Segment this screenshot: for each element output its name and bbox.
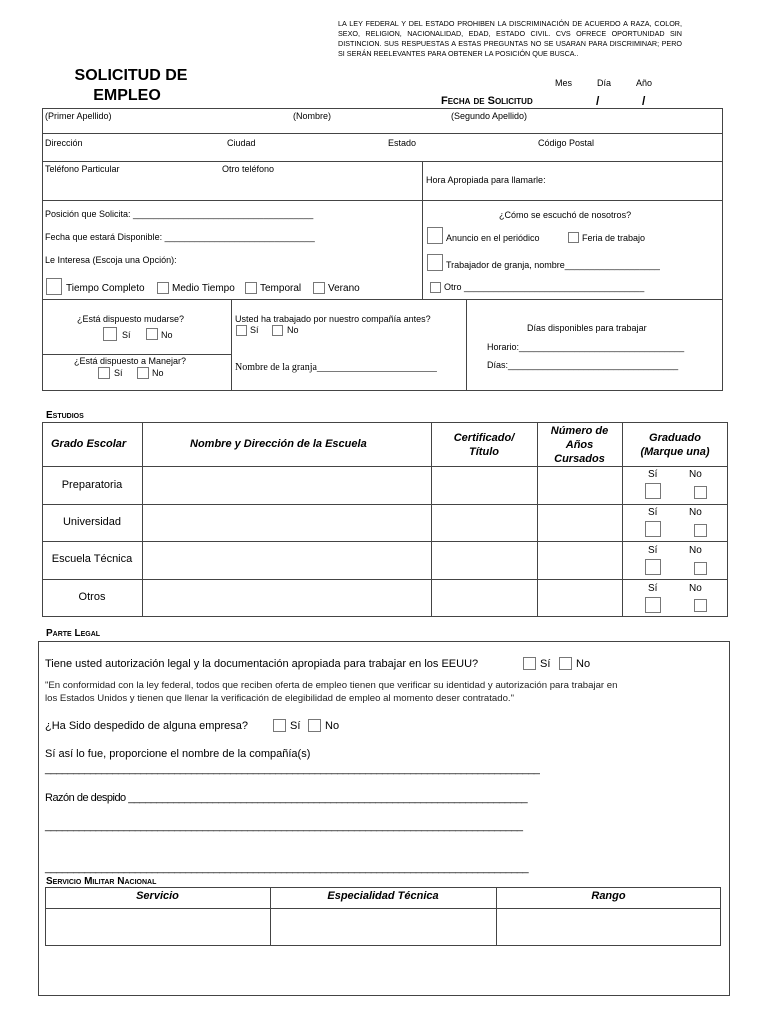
anuncio-checkbox[interactable] [427, 227, 443, 244]
divider [42, 541, 728, 542]
mudarse-no-checkbox[interactable] [146, 328, 158, 340]
dias-field[interactable]: Días:__________________________________ [487, 360, 679, 370]
segundo-apellido-label: (Segundo Apellido) [451, 111, 528, 121]
grad-no-label: No [689, 583, 702, 594]
divider [42, 133, 723, 134]
despedido-no-checkbox[interactable] [308, 719, 321, 732]
autorizacion-si-label: Sí [540, 658, 551, 670]
grado-header: Grado Escolar [51, 438, 127, 450]
razon-despido-field[interactable]: Razón de despido _______________________________________________________________________ [45, 792, 528, 804]
autorizacion-no-checkbox[interactable] [559, 657, 572, 670]
trabajado-label: Usted ha trabajado por nuestro compañía antes? [235, 314, 431, 324]
tiempo-completo-checkbox[interactable] [46, 278, 62, 295]
nombre-label: (Nombre) [293, 111, 332, 121]
divider [42, 504, 728, 505]
row-preparatoria: Preparatoria [61, 479, 123, 491]
trabajador-granja-checkbox[interactable] [427, 254, 443, 271]
otro-telefono-label: Otro teléfono [222, 164, 275, 174]
como-escucho-label: ¿Cómo se escuchó de nosotros? [499, 210, 632, 220]
manejar-si-label: Sí [114, 368, 123, 378]
graduado-header [622, 431, 728, 459]
verano-checkbox[interactable] [313, 282, 325, 294]
grad-no-checkbox[interactable] [694, 524, 707, 537]
trabajado-no-checkbox[interactable] [272, 325, 283, 336]
divider [422, 161, 423, 201]
hora-label: Hora Apropiada para llamarle: [426, 175, 546, 185]
trabajado-si-checkbox[interactable] [236, 325, 247, 336]
otro-label: Otro ____________________________________ [444, 282, 645, 292]
estado-label: Estado [388, 138, 417, 148]
legal-heading: Parte Legal [46, 628, 101, 639]
medio-tiempo-checkbox[interactable] [157, 282, 169, 294]
codigo-postal-label: Código Postal [538, 138, 595, 148]
nombre-escuela-header: Nombre y Dirección de la Escuela [190, 438, 367, 450]
date-day-label: Día [597, 78, 612, 88]
dias-disponibles-label: Días disponibles para trabajar [527, 323, 647, 333]
divider [42, 466, 728, 467]
grad-si-checkbox[interactable] [645, 521, 661, 537]
grad-no-checkbox[interactable] [694, 562, 707, 575]
grad-si-checkbox[interactable] [645, 559, 661, 575]
despedido-no-label: No [325, 720, 340, 732]
personal-info-box [42, 108, 723, 201]
grad-no-checkbox[interactable] [694, 599, 707, 612]
grad-si-label: Sí [648, 469, 658, 480]
rango-header: Rango [591, 890, 626, 902]
trabajador-granja-label: Trabajador de granja, nombre___________________ [446, 260, 660, 270]
otro-checkbox[interactable] [430, 282, 441, 293]
grad-si-label: Sí [648, 507, 658, 518]
company-line-1[interactable]: ________________________________________________________________________________________ [45, 763, 540, 775]
despedido-question: ¿Ha Sido despedido de alguna empresa? [45, 720, 249, 732]
legal-quote-line2: los Estados Unidos y tienen que llenar la verificación de elegibilidad de empleo al momento deser contratado." [45, 693, 514, 704]
date-year-label: Año [636, 78, 653, 88]
estudios-heading: Estudios [46, 410, 84, 421]
telefono-label: Teléfono Particular [45, 164, 120, 174]
especialidad-header: Especialidad Técnica [327, 890, 439, 902]
certificado-header-l2: Título [469, 446, 499, 458]
certificado-header-l1: Certificado/ [453, 432, 515, 444]
company-line-3[interactable]: ______________________________________________________________________________________ [45, 862, 529, 874]
manejar-si-checkbox[interactable] [98, 367, 110, 379]
horario-field[interactable]: Horario:_________________________________ [487, 342, 685, 352]
manejar-no-checkbox[interactable] [137, 367, 149, 379]
grad-si-checkbox[interactable] [645, 597, 661, 613]
feria-checkbox[interactable] [568, 232, 579, 243]
ciudad-label: Ciudad [227, 138, 256, 148]
numero-header-l3: Cursados [554, 453, 605, 465]
fecha-solicitud-label: Fecha de Solicitud [441, 95, 533, 107]
trabajado-si-label: Sí [250, 325, 259, 335]
legal-quote-line1: "En conformidad con la ley federal, todos que reciben oferta de empleo tienen que verificar su identidad y autorización para trabajar en [45, 680, 618, 691]
posicion-field[interactable]: Posición que Solicita: ____________________________________ [45, 209, 314, 219]
graduado-header-l1: Graduado [649, 432, 701, 444]
certificado-header [431, 431, 537, 459]
divider [45, 908, 721, 909]
grad-no-checkbox[interactable] [694, 486, 707, 499]
temporal-checkbox[interactable] [245, 282, 257, 294]
row-universidad: Universidad [62, 516, 122, 528]
divider [142, 422, 143, 617]
feria-label: Feria de trabajo [582, 233, 646, 243]
verano-label: Verano [328, 283, 360, 294]
date-month-label: Mes [555, 78, 573, 88]
despedido-si-label: Sí [290, 720, 301, 732]
disclaimer-text: LA LEY FEDERAL Y DEL ESTADO PROHIBEN LA DISCRIMINACIÓN DE ACUERDO A RAZA, COLOR, SEXO, RELIGION, NACIONALIDAD, EDAD, ESTADO CIVIL. CVS OFRECE OPORTUNIDAD SIN DISTINCION. SUS RESPUESTAS A ESTAS PREGUNTAS NO SE USARAN PARA DISCRIMINAR; PERO SI SERÁN REELEVANTES PARA OBTENER LA POSICIÓN QUE BUSCA.. [338, 19, 682, 58]
date-slash-2: / [642, 94, 646, 108]
manejar-label: ¿Está dispuesto a Manejar? [74, 356, 187, 366]
mudarse-si-checkbox[interactable] [103, 327, 117, 341]
date-slash-1: / [596, 94, 600, 108]
militar-heading: Servicio Militar Nacional [46, 876, 157, 887]
tiempo-completo-label: Tiempo Completo [66, 283, 145, 294]
autorizacion-si-checkbox[interactable] [523, 657, 536, 670]
title-line-2: EMPLEO [93, 87, 161, 104]
grad-no-label: No [689, 545, 702, 556]
manejar-no-label: No [152, 368, 164, 378]
medio-tiempo-label: Medio Tiempo [172, 283, 235, 294]
direccion-label: Dirección [45, 138, 83, 148]
divider [42, 354, 231, 355]
graduado-header-l2: (Marque una) [640, 446, 710, 458]
form-title [70, 66, 192, 106]
grad-si-checkbox[interactable] [645, 483, 661, 499]
company-line-2[interactable]: _____________________________________________________________________________________ [45, 820, 523, 832]
divider [422, 200, 423, 300]
row-escuela-tecnica: Escuela Técnica [51, 553, 133, 565]
interesa-label: Le Interesa (Escoja una Opción): [45, 255, 177, 265]
mudarse-no-label: No [161, 330, 173, 340]
row-otros: Otros [78, 591, 106, 603]
temporal-label: Temporal [260, 283, 302, 294]
numero-anos-header [537, 424, 622, 466]
grad-no-label: No [689, 469, 702, 480]
servicio-header: Servicio [136, 890, 179, 902]
primer-apellido-label: (Primer Apellido) [45, 111, 112, 121]
mudarse-label: ¿Está dispuesto mudarse? [77, 314, 185, 324]
numero-header-l1: Número de [550, 425, 609, 437]
anuncio-label: Anuncio en el periódico [446, 233, 540, 243]
divider [231, 299, 232, 391]
numero-header-l2: Años [565, 439, 594, 451]
grad-si-label: Sí [648, 545, 658, 556]
mudarse-si-label: Sí [122, 330, 131, 340]
autorizacion-question: Tiene usted autorización legal y la documentación apropiada para trabajar en los EEUU? [45, 658, 479, 670]
title-line-1: SOLICITUD DE [74, 67, 188, 84]
autorizacion-no-label: No [576, 658, 591, 670]
si-asi-label: Sí así lo fue, proporcione el nombre de la compañía(s) [45, 748, 311, 760]
grad-si-label: Sí [648, 583, 658, 594]
fecha-disponible-field[interactable]: Fecha que estará Disponible: ______________________________ [45, 232, 315, 242]
trabajado-no-label: No [287, 325, 299, 335]
nombre-granja-field[interactable]: Nombre de la granja________________________ [235, 362, 437, 373]
grad-no-label: No [689, 507, 702, 518]
despedido-si-checkbox[interactable] [273, 719, 286, 732]
divider [42, 579, 728, 580]
divider [42, 161, 723, 162]
divider [466, 299, 467, 391]
